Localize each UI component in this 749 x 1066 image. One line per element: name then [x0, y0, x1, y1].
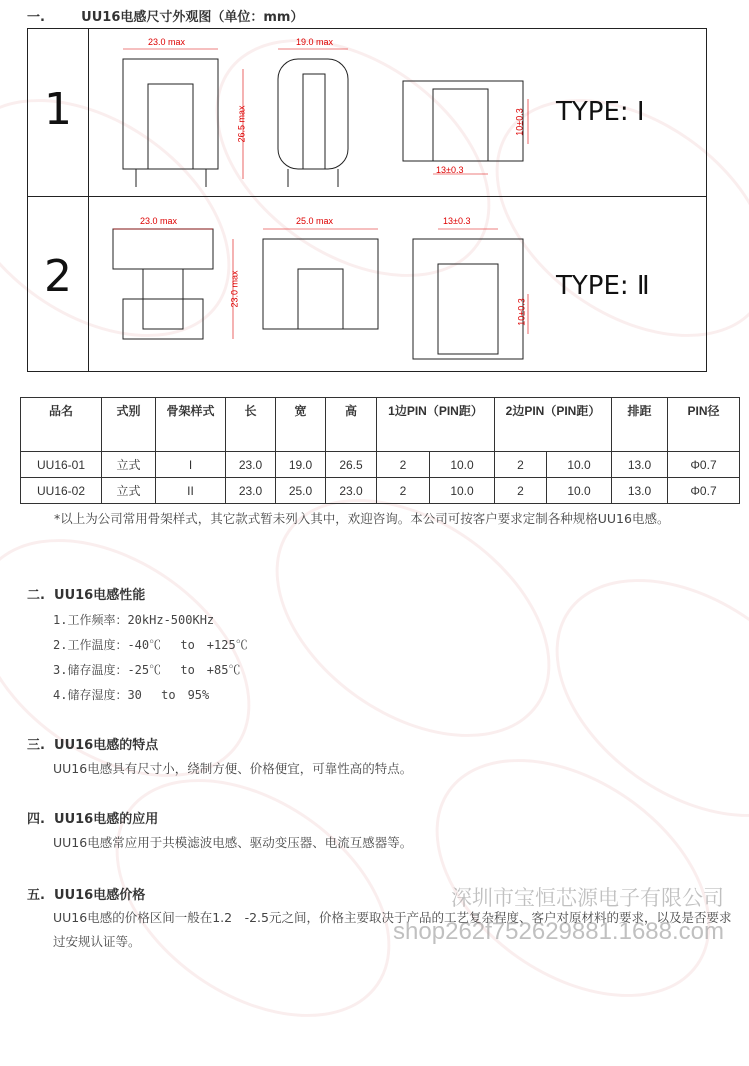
- spec-table: [20, 397, 740, 504]
- dim-label: 23.0 max: [229, 270, 240, 308]
- table-row: UU16-01 立式 I 23.0 19.0 26.5 2 10.0 2 10.0 13.0 Φ0.7: [21, 452, 740, 478]
- inductor-drawings: [88, 29, 568, 371]
- dim-label: 10±0.3: [514, 108, 525, 136]
- watermark-company: 深圳市宝恒芯源电子有限公司: [451, 887, 724, 910]
- dim-label: 13±0.3: [436, 165, 464, 175]
- price-text: UU16电感的价格区间一般在1.2 -2.5元之间，价格主要取决于产品的工艺复杂程度、客户对原材料的要求，以及是否要求过安规认证等。: [53, 910, 732, 949]
- section1-heading: 一. UU16电感尺寸外观图（单位：mm）: [27, 10, 304, 25]
- type-2-label: TYPE: Ⅱ: [556, 271, 650, 301]
- features-text: UU16电感具有尺寸小，绕制方便、价格便宜，可靠性高的特点。: [53, 761, 413, 776]
- section4-heading: 四. UU16电感的应用: [27, 812, 159, 827]
- section2-heading: 二. UU16电感性能: [27, 588, 146, 603]
- table-note: *以上为公司常用骨架样式，其它款式暂未列入其中，欢迎咨询。本公司可按客户要求定制各种规格UU16电感。: [54, 511, 670, 526]
- table-row: UU16-02 立式 II 23.0 25.0 23.0 2 10.0 2 10.0 13.0 Φ0.7: [21, 478, 740, 504]
- section3-heading: 三. UU16电感的特点: [27, 738, 159, 753]
- watermark-url: shop262f752629881.1688.com: [393, 918, 724, 945]
- table-header: 品名 式别 骨架样式 长 宽 高 1边PIN（PIN距） 2边PIN（PIN距） 排距 PIN径: [21, 398, 740, 452]
- dim-label: 26.5 max: [236, 105, 247, 143]
- dim-label: 10±0.3: [516, 298, 527, 326]
- applications-text: UU16电感常应用于共模滤波电感、驱动变压器、电流互感器等。: [53, 835, 413, 850]
- dim-label: 23.0 max: [148, 37, 186, 47]
- row1-number: 1: [44, 84, 72, 135]
- dim-label: 19.0 max: [296, 37, 334, 47]
- row2-number: 2: [44, 251, 72, 302]
- dim-label: 13±0.3: [443, 216, 471, 226]
- dim-label: 25.0 max: [296, 216, 334, 226]
- section5-heading: 五. UU16电感价格: [27, 888, 146, 903]
- dim-label: 23.0 max: [140, 216, 178, 226]
- dimension-figure: [27, 28, 707, 372]
- type-1-label: TYPE: Ⅰ: [556, 97, 645, 127]
- performance-list: 1.工作频率：20kHz-500KHz 2.工作温度：-40℃ to +125℃ 3.储存温度：-25℃ to +85℃ 4.储存湿度：30 to 95%: [53, 613, 248, 702]
